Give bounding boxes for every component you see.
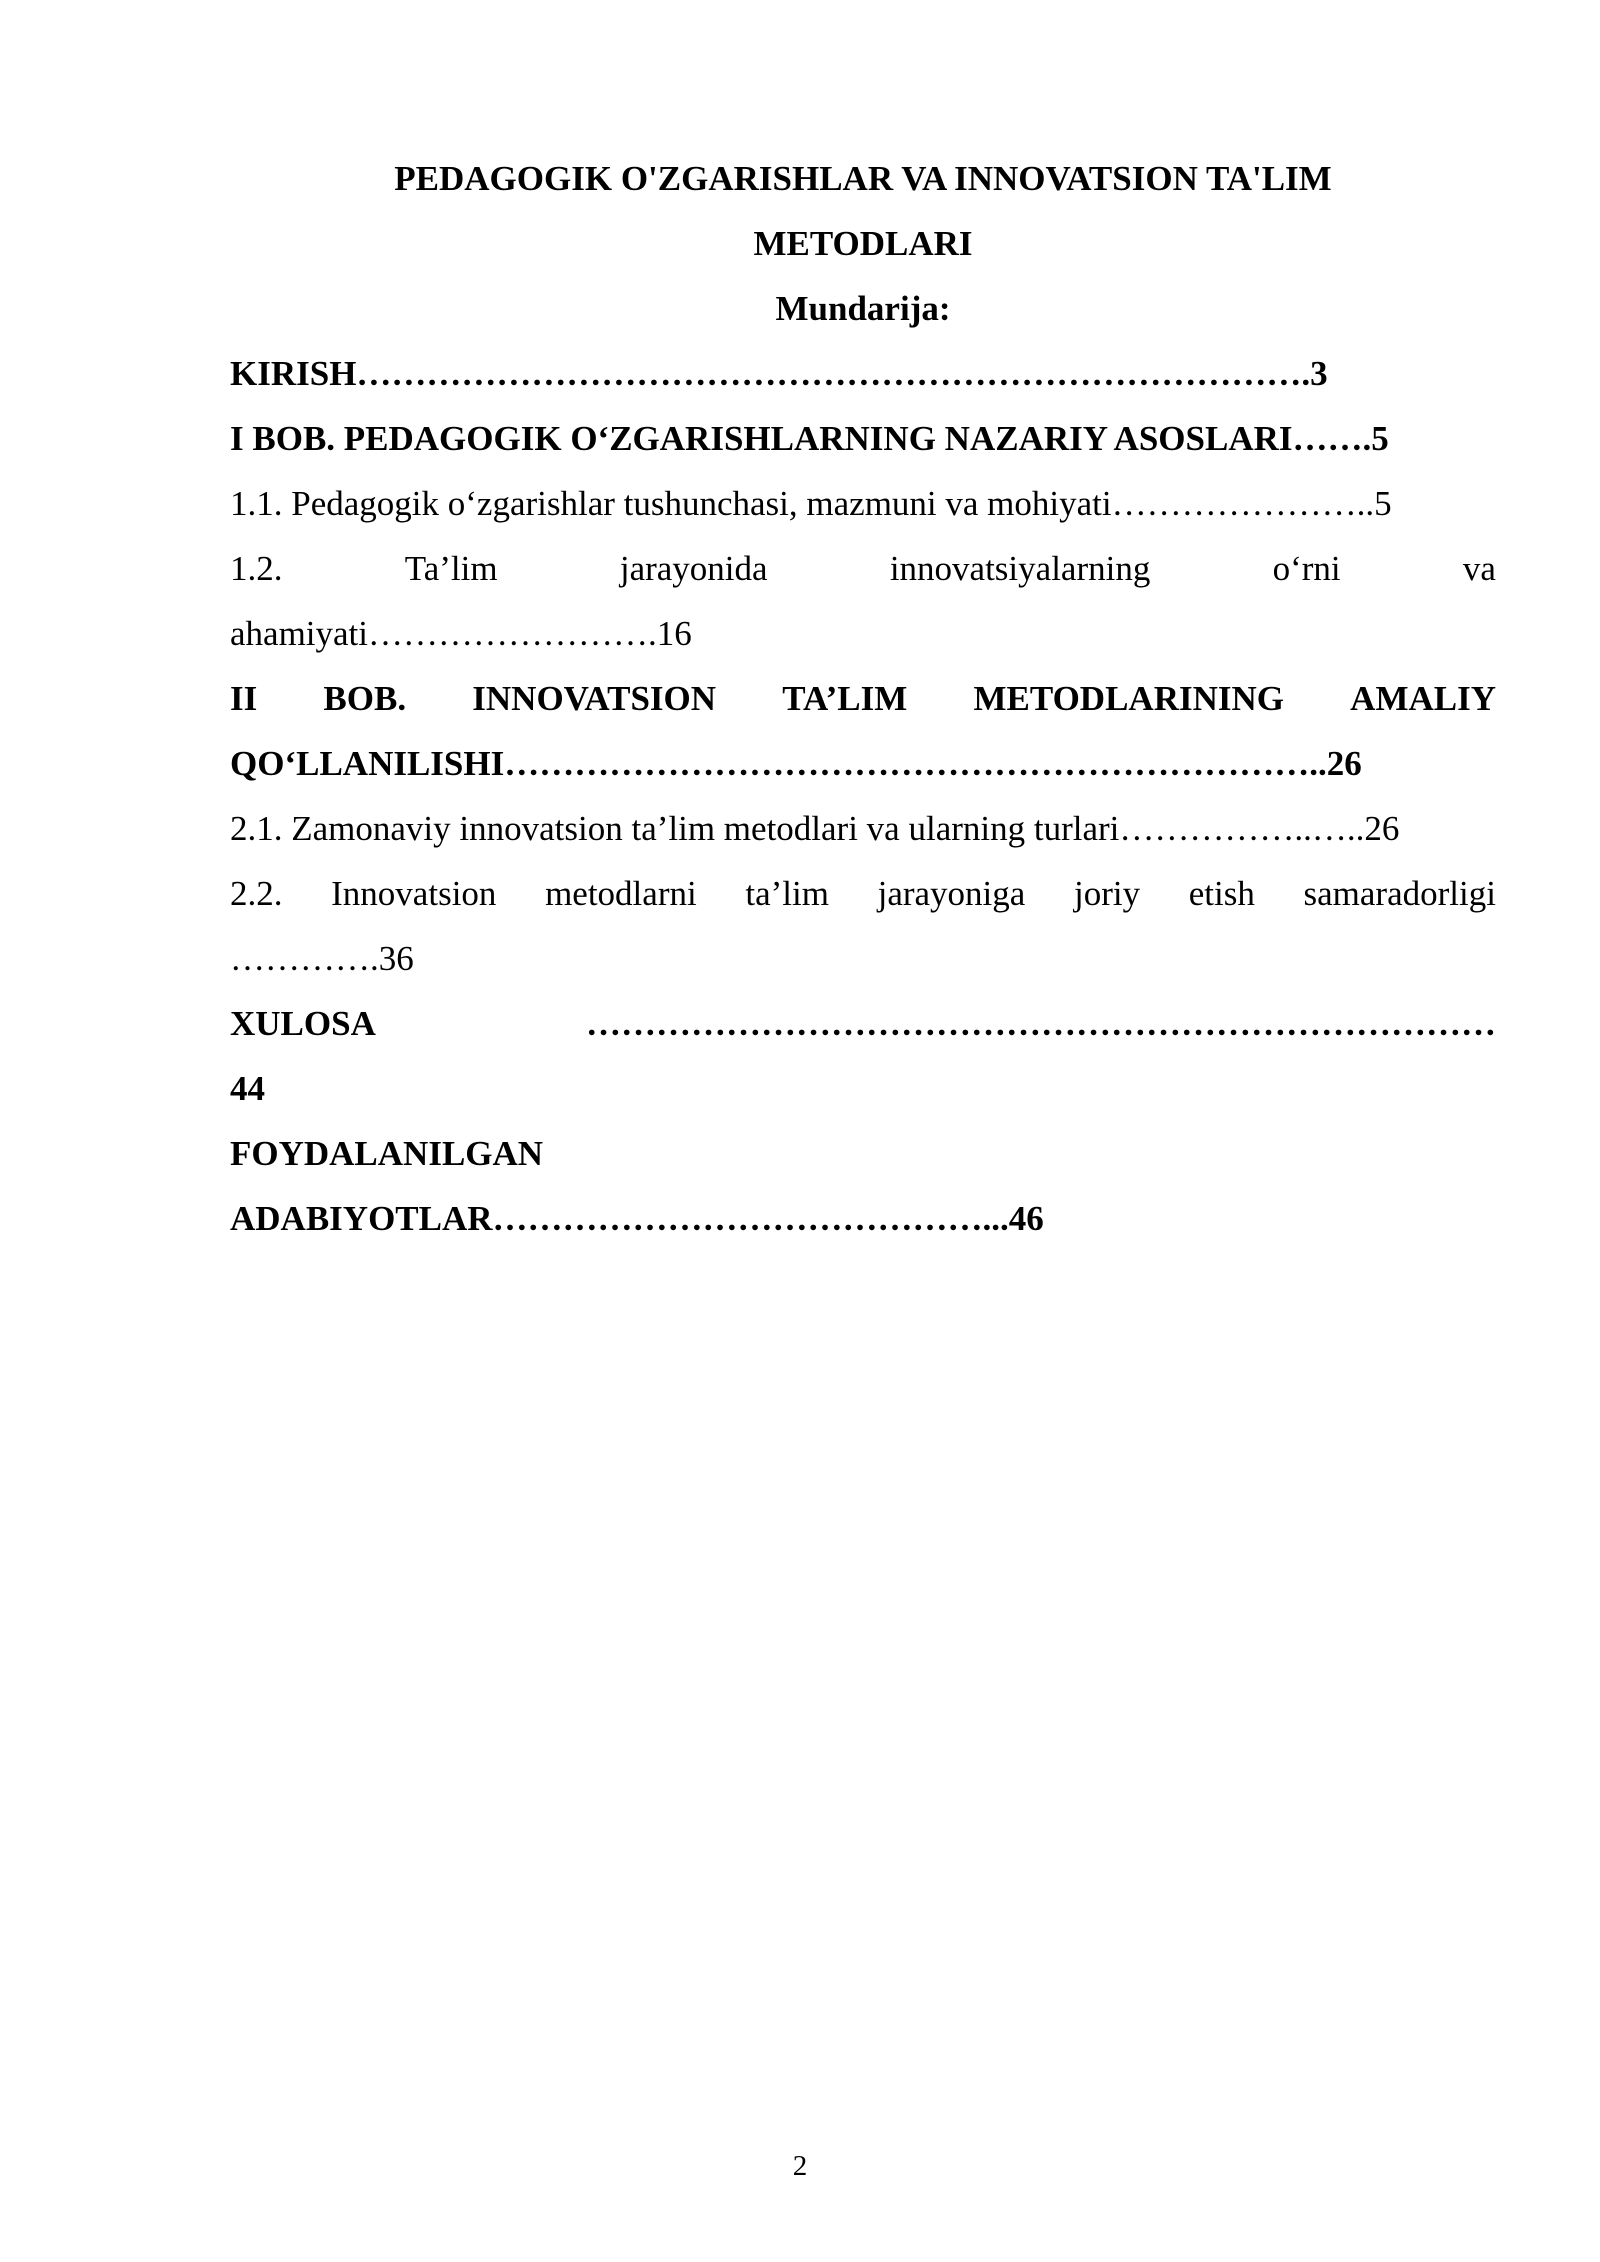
toc-entry-xulosa-leader: …………………………………………………………………… [586, 1004, 1496, 1043]
toc-word: Ta’lim [404, 549, 498, 588]
toc-word: BOB. [323, 679, 407, 718]
toc-word: METODLARINING [973, 679, 1284, 718]
document-title-line-1: PEDAGOGIK O'ZGARISHLAR VA INNOVATSION TA'LIM [394, 159, 1332, 198]
toc-word: INNOVATSION [472, 679, 717, 718]
toc-entry-references-line-1: FOYDALANILGAN [230, 1134, 544, 1173]
toc-word: II [230, 679, 258, 718]
toc-entry-section-2-1: 2.1. Zamonaviy innovatsion ta’lim metodlari va ularning turlari……………..…..26 [230, 809, 1400, 848]
page-number: 2 [792, 2150, 808, 2182]
toc-entry-section-1-1: 1.1. Pedagogik o‘zgarishlar tushunchasi, mazmuni va mohiyati…………………..5 [230, 484, 1392, 523]
toc-entry-xulosa-page: 44 [230, 1069, 265, 1108]
toc-word: TA’LIM [782, 679, 908, 718]
toc-word: 1.2. [230, 549, 283, 588]
toc-word: metodlarni [545, 874, 697, 913]
toc-entry-section-1-2 [230, 536, 1496, 601]
page-content [230, 146, 1496, 1251]
toc-entry-section-2-2-continued: ………….36 [230, 939, 414, 978]
toc-entry-xulosa-label: XULOSA [230, 1004, 376, 1043]
toc-entry-chapter-2 [230, 666, 1496, 731]
toc-entry-kirish: KIRISH……………………………………………………………………….3 [230, 354, 1328, 393]
document-title-line-2: METODLARI [753, 224, 973, 263]
toc-word: etish [1188, 874, 1255, 913]
toc-entry-section-1-2-continued: ahamiyati…………………….16 [230, 614, 692, 653]
toc-entry-chapter-2-continued: QO‘LLANILISHI……………………………………………………………..26 [230, 744, 1362, 783]
toc-word: jarayonida [619, 549, 768, 588]
toc-word: jarayoniga [877, 874, 1026, 913]
toc-entry-xulosa [230, 991, 1496, 1056]
toc-word: joriy [1073, 874, 1141, 913]
toc-heading: Mundarija: [775, 289, 951, 328]
toc-entry-chapter-1: I BOB. PEDAGOGIK O‘ZGARISHLARNING NAZARIY ASOSLARI…….5 [230, 419, 1389, 458]
toc-entry-section-2-2 [230, 861, 1496, 926]
toc-word: va [1462, 549, 1496, 588]
toc-word: ta’lim [745, 874, 829, 913]
toc-word: innovatsiyalarning [889, 549, 1151, 588]
toc-word: o‘rni [1272, 549, 1341, 588]
toc-word: 2.2. [230, 874, 283, 913]
toc-word: Innovatsion [331, 874, 497, 913]
toc-entry-references-line-2: ADABIYOTLAR……………………………………...46 [230, 1199, 1044, 1238]
toc-word: AMALIY [1350, 679, 1496, 718]
toc-word: samaradorligi [1303, 874, 1496, 913]
